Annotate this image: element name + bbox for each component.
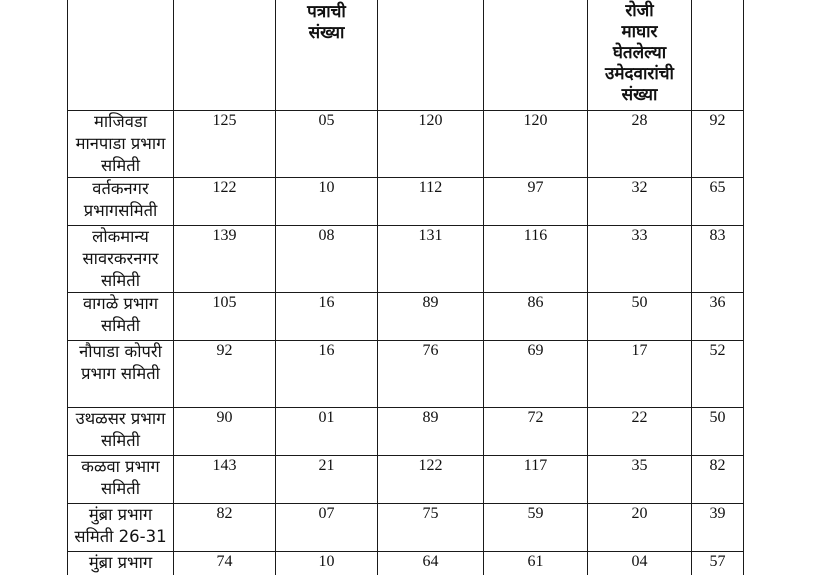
count-cell: 05	[276, 111, 378, 178]
table-row	[68, 111, 744, 178]
ward-committee-name: वर्तकनगर प्रभागसमिती	[68, 178, 174, 226]
count-cell: 120	[378, 111, 484, 178]
header-cell	[484, 0, 588, 111]
header-cell: रोजी माघार घेतलेल्या उमेदवारांची संख्या	[588, 0, 692, 111]
count-cell: 32	[588, 178, 692, 226]
table-row	[68, 504, 744, 552]
count-cell: 17	[588, 341, 692, 408]
count-cell: 82	[174, 504, 276, 552]
header-row	[68, 0, 744, 111]
count-cell: 20	[588, 504, 692, 552]
table-row	[68, 226, 744, 293]
header-cell	[68, 0, 174, 111]
count-cell: 89	[378, 408, 484, 456]
count-cell: 122	[378, 456, 484, 504]
count-cell: 16	[276, 293, 378, 341]
count-cell: 50	[692, 408, 744, 456]
count-cell: 83	[692, 226, 744, 293]
count-cell: 01	[276, 408, 378, 456]
count-cell: 22	[588, 408, 692, 456]
count-cell: 16	[276, 341, 378, 408]
count-cell: 92	[174, 341, 276, 408]
count-cell: 116	[484, 226, 588, 293]
count-cell: 75	[378, 504, 484, 552]
count-cell: 86	[484, 293, 588, 341]
count-cell: 117	[484, 456, 588, 504]
ward-committee-name: लोकमान्य सावरकरनगर समिती	[68, 226, 174, 293]
count-cell: 52	[692, 341, 744, 408]
ward-committee-name: मुंब्रा प्रभाग	[68, 552, 174, 575]
count-cell: 131	[378, 226, 484, 293]
count-cell: 10	[276, 178, 378, 226]
table-row	[68, 341, 744, 408]
ward-committee-table	[67, 0, 744, 575]
count-cell: 76	[378, 341, 484, 408]
count-cell: 139	[174, 226, 276, 293]
ward-committee-name: नौपाडा कोपरी प्रभाग समिती	[68, 341, 174, 408]
table-row	[68, 293, 744, 341]
header-cell	[174, 0, 276, 111]
table-row	[68, 552, 744, 575]
count-cell: 122	[174, 178, 276, 226]
count-cell: 35	[588, 456, 692, 504]
count-cell: 112	[378, 178, 484, 226]
count-cell: 69	[484, 341, 588, 408]
count-cell: 59	[484, 504, 588, 552]
ward-committee-name: उथळसर प्रभाग समिती	[68, 408, 174, 456]
table-row	[68, 178, 744, 226]
header-cell	[692, 0, 744, 111]
count-cell: 82	[692, 456, 744, 504]
count-cell: 72	[484, 408, 588, 456]
table-body	[68, 111, 744, 575]
count-cell: 92	[692, 111, 744, 178]
count-cell: 10	[276, 552, 378, 575]
ward-committee-name: मुंब्रा प्रभाग समिती 26-31	[68, 504, 174, 552]
count-cell: 61	[484, 552, 588, 575]
count-cell: 97	[484, 178, 588, 226]
count-cell: 33	[588, 226, 692, 293]
count-cell: 08	[276, 226, 378, 293]
count-cell: 105	[174, 293, 276, 341]
count-cell: 07	[276, 504, 378, 552]
count-cell: 120	[484, 111, 588, 178]
count-cell: 64	[378, 552, 484, 575]
count-cell: 90	[174, 408, 276, 456]
ward-committee-name: माजिवडा मानपाडा प्रभाग समिती	[68, 111, 174, 178]
count-cell: 50	[588, 293, 692, 341]
table-row	[68, 408, 744, 456]
count-cell: 65	[692, 178, 744, 226]
count-cell: 36	[692, 293, 744, 341]
count-cell: 04	[588, 552, 692, 575]
ward-committee-name: कळवा प्रभाग समिती	[68, 456, 174, 504]
table-row	[68, 456, 744, 504]
count-cell: 74	[174, 552, 276, 575]
count-cell: 28	[588, 111, 692, 178]
header-cell	[378, 0, 484, 111]
count-cell: 143	[174, 456, 276, 504]
count-cell: 21	[276, 456, 378, 504]
count-cell: 39	[692, 504, 744, 552]
header-cell: पत्राची संख्या	[276, 0, 378, 111]
count-cell: 57	[692, 552, 744, 575]
ward-committee-name: वागळे प्रभाग समिती	[68, 293, 174, 341]
count-cell: 89	[378, 293, 484, 341]
count-cell: 125	[174, 111, 276, 178]
